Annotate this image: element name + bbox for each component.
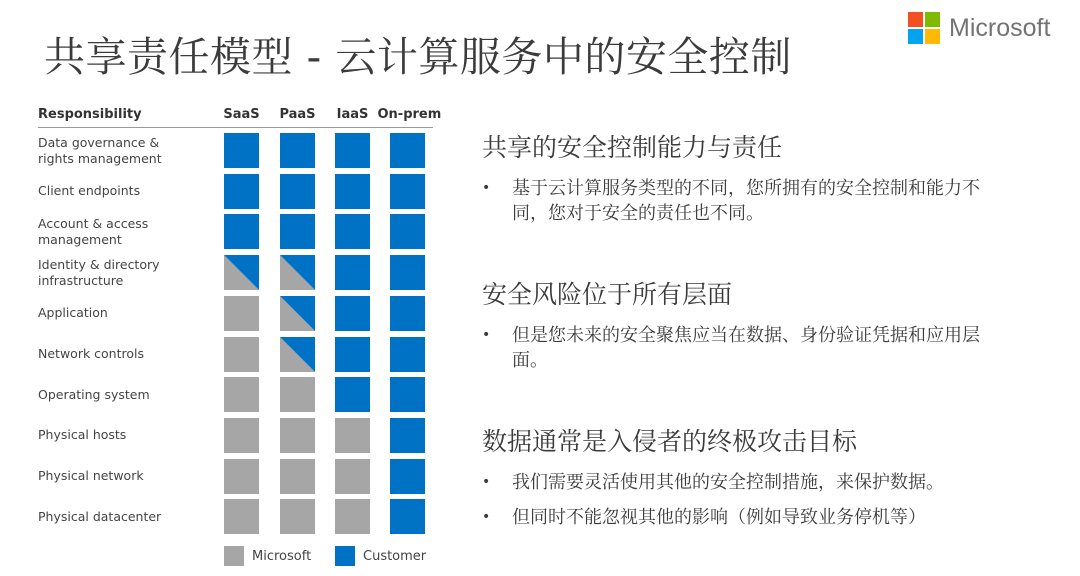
responsibility-cell-customer xyxy=(335,133,370,168)
responsibility-cell-customer xyxy=(224,133,259,168)
responsibility-cell-shared xyxy=(280,337,315,372)
microsoft-logo-icon xyxy=(908,12,940,44)
responsibility-cell-microsoft xyxy=(224,377,259,412)
section-1-heading: 共享的安全控制能力与责任 xyxy=(482,133,783,162)
legend-microsoft-swatch xyxy=(224,546,244,566)
bullet-text: 基于云计算服务类型的不同，您所拥有的安全控制和能力不同，您对于安全的责任也不同。 xyxy=(512,178,980,224)
responsibility-cell-microsoft xyxy=(280,499,315,534)
section-1 xyxy=(482,128,1042,226)
responsibility-cell-microsoft xyxy=(224,337,259,372)
section-3 xyxy=(482,422,1042,530)
key-points xyxy=(482,128,1042,530)
responsibility-cell-customer xyxy=(390,174,425,209)
responsibility-cell-customer xyxy=(335,214,370,249)
responsibility-cell-shared xyxy=(280,255,315,290)
responsibility-cell-customer xyxy=(280,214,315,249)
responsibility-cell-customer xyxy=(390,255,425,290)
responsibility-cell-customer xyxy=(335,337,370,372)
responsibility-cell-customer xyxy=(390,377,425,412)
responsibility-cell-microsoft xyxy=(224,499,259,534)
responsibility-cell-customer xyxy=(224,174,259,209)
legend-customer xyxy=(335,546,426,566)
row-label: Physical hosts xyxy=(38,427,127,443)
section-3-bullet-2 xyxy=(482,505,1042,530)
responsibility-cell-customer xyxy=(335,255,370,290)
section-2-heading: 安全风险位于所有层面 xyxy=(482,280,733,309)
responsibility-cell-customer xyxy=(280,133,315,168)
responsibility-cell-customer xyxy=(280,174,315,209)
bullet-dot: • xyxy=(482,327,491,343)
bullet-dot: • xyxy=(482,180,491,196)
responsibility-cell-microsoft xyxy=(335,459,370,494)
responsibility-cell-customer xyxy=(390,337,425,372)
logo-square-blue xyxy=(908,29,923,44)
bullet-text: 但同时不能忽视其他的影响（例如导致业务停机等） xyxy=(512,507,926,528)
row-label: Physical datacenter xyxy=(38,508,162,524)
legend-microsoft xyxy=(224,546,311,566)
responsibility-cell-microsoft xyxy=(335,418,370,453)
responsibility-cell-customer xyxy=(224,214,259,249)
row-label: Account & access management xyxy=(38,215,149,247)
logo-square-green xyxy=(925,12,940,27)
responsibility-cell-microsoft xyxy=(280,459,315,494)
responsibility-cell-customer xyxy=(390,418,425,453)
responsibility-cell-microsoft xyxy=(224,418,259,453)
bullet-dot: • xyxy=(482,474,491,490)
responsibility-cell-microsoft xyxy=(224,296,259,331)
responsibility-cell-customer xyxy=(390,133,425,168)
bullet-dot: • xyxy=(482,509,491,525)
responsibility-cell-customer xyxy=(335,174,370,209)
responsibility-cell-microsoft xyxy=(280,377,315,412)
responsibility-cell-customer xyxy=(390,459,425,494)
bullet-text: 但是您未来的安全聚焦应当在数据、身份验证凭据和应用层面。 xyxy=(512,325,980,371)
responsibility-cell-customer xyxy=(390,214,425,249)
bullet-text: 我们需要灵活使用其他的安全控制措施，来保护数据。 xyxy=(512,472,944,493)
section-2 xyxy=(482,275,1042,373)
page-title: 共享责任模型 - 云计算服务中的安全控制 xyxy=(44,33,792,81)
logo-text: Microsoft xyxy=(949,13,1051,42)
section-2-bullet-1 xyxy=(482,323,1042,373)
section-3-heading: 数据通常是入侵者的终极攻击目标 xyxy=(482,427,858,456)
responsibility-cell-microsoft xyxy=(335,499,370,534)
legend-customer-swatch xyxy=(335,546,355,566)
row-label: Operating system xyxy=(38,386,150,402)
row-label: Network controls xyxy=(38,346,145,361)
column-header-on-prem: On-prem xyxy=(377,107,442,122)
row-label: Data governance & rights management xyxy=(38,134,162,166)
header-divider xyxy=(38,127,433,128)
row-label: Physical network xyxy=(38,468,144,484)
row-label: Application xyxy=(38,305,108,321)
responsibility-cell-customer xyxy=(390,296,425,331)
logo-square-yellow xyxy=(925,29,940,44)
responsibility-matrix xyxy=(38,100,458,570)
responsibility-cell-shared xyxy=(280,296,315,331)
responsibility-cell-customer xyxy=(390,499,425,534)
responsibility-cell-shared xyxy=(224,255,259,290)
column-header-saas: SaaS xyxy=(223,107,260,122)
microsoft-logo xyxy=(908,12,1050,44)
logo-square-red xyxy=(908,12,923,27)
row-label: Client endpoints xyxy=(38,183,141,199)
column-header-iaas: IaaS xyxy=(336,107,369,122)
legend-customer-label: Customer xyxy=(363,548,427,564)
responsibility-header: Responsibility xyxy=(38,107,142,122)
responsibility-cell-microsoft xyxy=(224,459,259,494)
responsibility-cell-customer xyxy=(335,377,370,412)
responsibility-cell-microsoft xyxy=(280,418,315,453)
responsibility-cell-customer xyxy=(335,296,370,331)
legend-microsoft-label: Microsoft xyxy=(252,548,312,564)
section-3-bullet-1 xyxy=(482,470,1042,495)
column-header-paas: PaaS xyxy=(279,107,316,122)
section-1-bullet-1 xyxy=(482,176,1042,226)
row-label: Identity & directory infrastructure xyxy=(38,256,160,288)
